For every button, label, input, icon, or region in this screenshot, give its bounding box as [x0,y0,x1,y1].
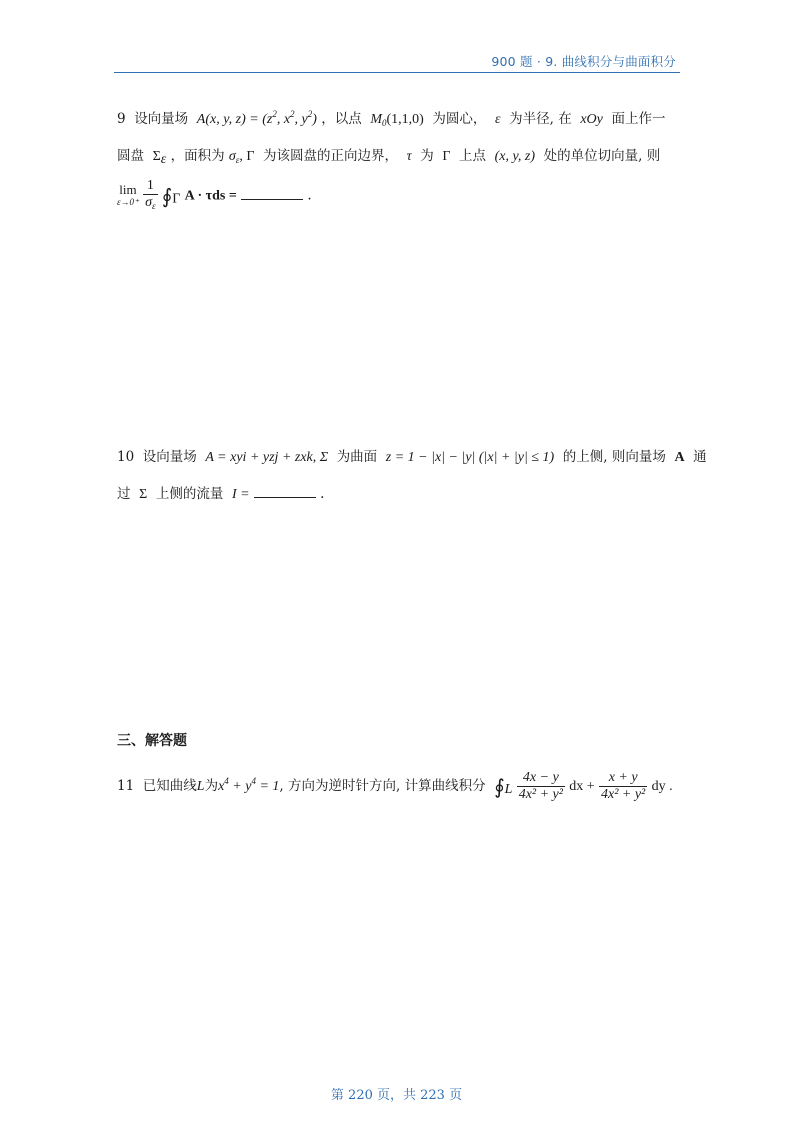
math-bold-A: A [674,450,685,465]
text: 设向量场 [134,111,189,127]
problem-number: 9 [117,111,126,127]
text: 已知曲线 [142,778,197,794]
text: ，以点 [321,111,362,127]
problem-9-line-2 [117,146,660,170]
contour-integral-icon: ∮ [494,774,505,799]
math-area: $\sigma_\varepsilon$ [228,149,240,165]
text: 圆盘 [117,148,144,164]
math-flux: I = [231,487,250,502]
math-field: A(x, y, $z) = (z^2$, $x^2$, $y^2$) [196,109,317,127]
math-limit: lim ε→0⁺ [117,182,139,207]
math-gamma-2: Γ [442,149,451,164]
text: . [307,187,312,204]
math-eps: ε [495,112,501,127]
text: 为 [204,778,219,794]
text: 上点 [459,148,486,164]
problem-9-line-1 [117,104,665,133]
text: 通 [693,449,707,465]
problem-9-line-3 [117,178,312,214]
math-gamma-sub: Γ [172,191,181,207]
text: 的上侧, 则向量场 [562,449,666,465]
math-sigma: $\Sigma_\varepsilon$ [152,149,167,167]
math-fraction-2: $\frac{x + y}{\text{4x² + y²}}$ [600,770,646,802]
text: 过 [117,486,131,502]
math-curve: $x^4 + y^4 = 1$ [218,776,280,794]
math-gamma: , Γ [239,149,255,164]
problem-11-line-1 [117,770,673,803]
contour-integral-icon: ∮ [161,184,173,208]
text: 设向量场 [142,449,197,465]
math-point-xyz: (x, y, z) [494,149,536,164]
math-integrand: A · τds = [184,188,237,204]
answer-blank[interactable] [241,187,303,200]
problem-10-line-1 [117,447,707,468]
page-header [114,50,680,73]
text: 为该圆盘的正向边界， [263,148,399,164]
header-title: 900 题 · 9. 曲线积分与曲面积分 [491,54,676,69]
answer-blank[interactable] [254,485,316,498]
math-plane: xOy [580,112,603,127]
text: 为 [420,148,434,164]
math-surface: z = 1 − |x| − |y| (|x| + |y| ≤ 1) [385,450,555,465]
math-int-sub: L [504,782,513,797]
text: ，面积为 [170,148,225,164]
problem-number: 11 [117,778,135,794]
text: , 方向为逆时针方向, 计算曲线积分 [279,778,486,794]
math-fraction-1: $\frac{4x - y}{\text{4x² + y²}}$ [518,770,563,802]
problem-11 [117,764,675,814]
math-dy: dy . [651,779,673,794]
math-dx: dx + [569,779,595,794]
text: 处的单位切向量, 则 [543,148,661,164]
math-L: L [196,779,205,794]
math-sigma: Σ [139,487,148,502]
section-title: 三、解答题 [117,733,187,749]
page-footer: 第 220 页，共 223 页 [330,1088,463,1103]
math-fraction: $\frac{1}{\sigma_\varepsilon}$ [145,178,156,211]
problem-10 [117,447,707,517]
text: 为圆心， [432,111,487,127]
text: 上侧的流量 [155,486,224,502]
problem-number: 10 [117,449,135,465]
problem-10-line-2 [117,484,324,505]
text: 为半径, 在 [509,111,572,127]
math-field: A = xyi + yzj + zxk, Σ [205,450,329,465]
text: 面上作一 [611,111,666,127]
math-point: $M_0(1,1,0)$ [370,112,424,128]
math-tau: τ [406,149,412,164]
problem-9 [117,104,675,224]
text: 为曲面 [336,449,378,465]
text: . [320,486,325,502]
